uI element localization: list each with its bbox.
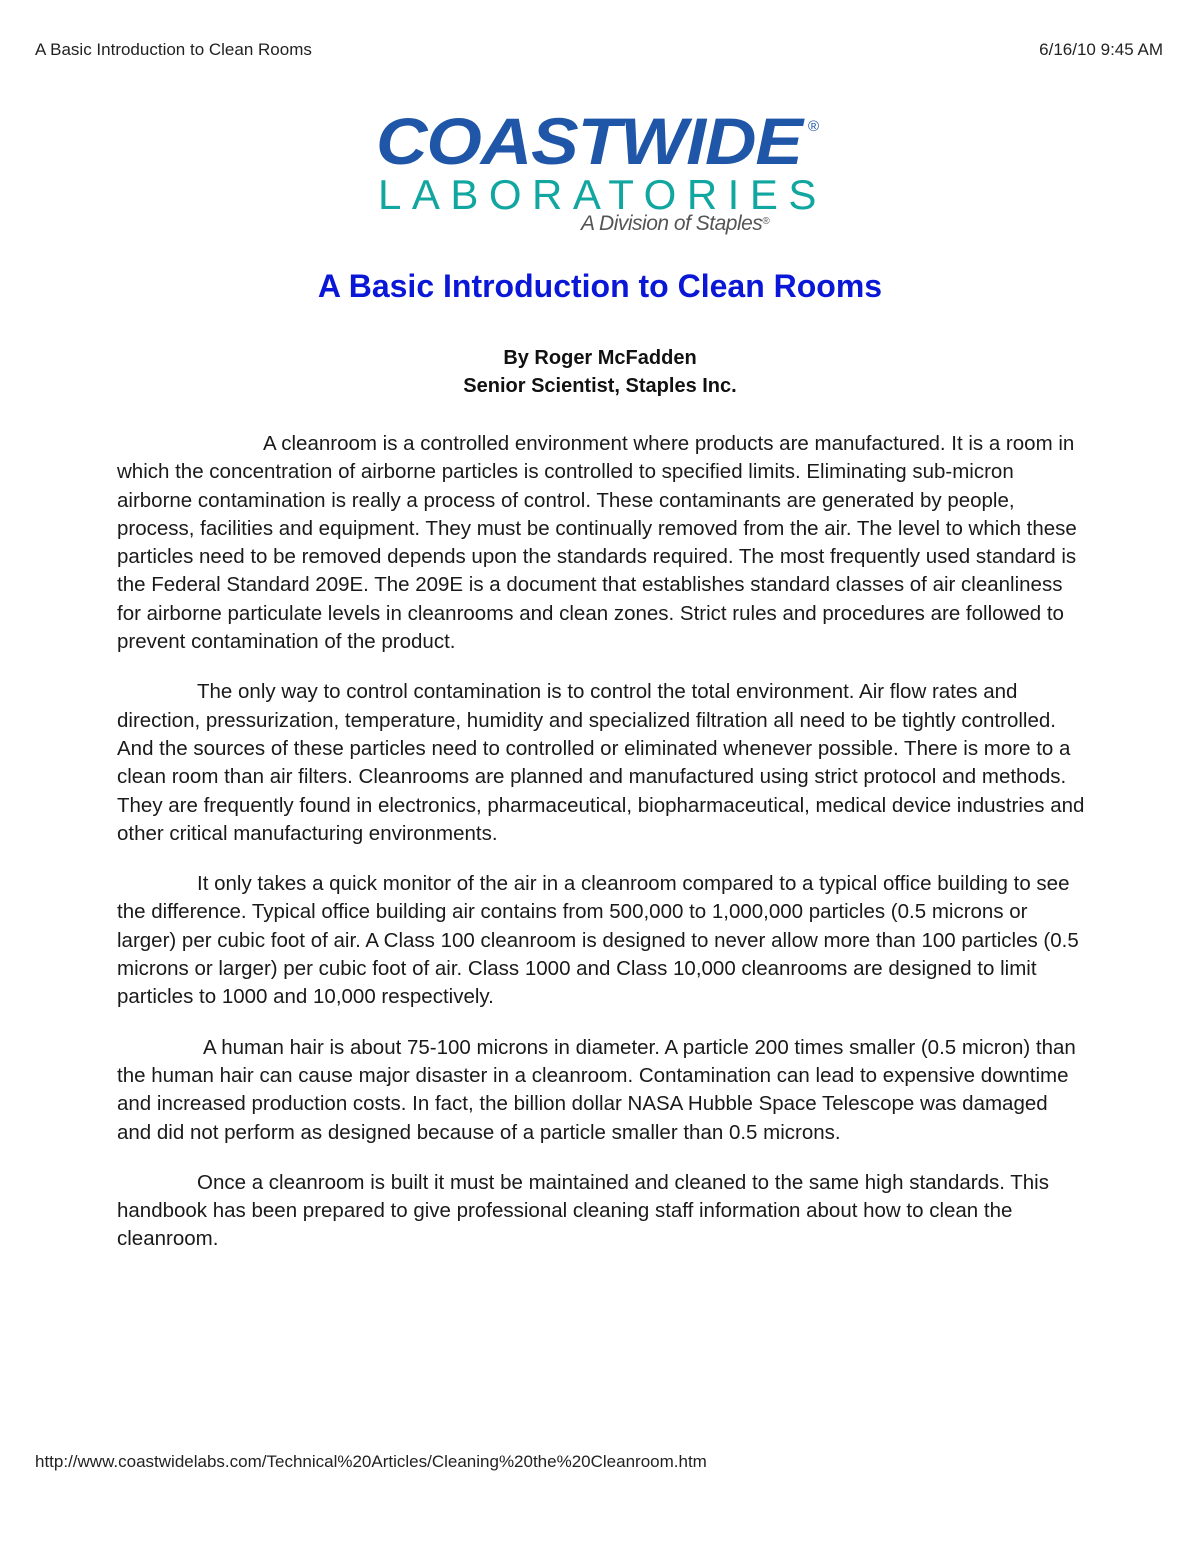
paragraph-3: It only takes a quick monitor of the air in a cleanroom compared to a typical office building to see the difference. Typical office building air contains from 500,000 to 1,000,000 particles (0.5 microns or larger) per cubic foot of air. A Class 100 cleanroom is designed to never allow more than 100 particles (0.5 microns or larger) per cubic foot of air. Class 1000 and Class 10,000 cleanrooms are designed to limit particles to 1000 and 10,000 respectively. [117,872,1079,1009]
paragraph-4: A human hair is about 75-100 microns in diameter. A particle 200 times smaller (0.5 micron) than the human hair can cause major disaster in a cleanroom. Contamination can lead to expensive downtime and increased production costs. In fact, the billion dollar NASA Hubble Space Telescope was damaged and did not perform as designed because of a particle smaller than 0.5 microns. [117,1035,1076,1144]
logo-division [581,212,769,236]
logo-registered-mark: ® [808,118,820,135]
logo-division-registered-mark: ® [762,216,770,227]
byline [0,344,1200,400]
paragraph-2: The only way to control contamination is to control the total environment. Air flow rates and direction, pressurization, temperature, humidity and specialized filtration all need to be tightly controlled. And the sources of these particles need to controlled or eliminated whenever possible. There is more to a clean room than air filters. Cleanrooms are planned and manufactured using strict protocol and methods. They are frequently found in electronics, pharmaceutical, biopharmaceutical, medical device industries and other critical manufacturing environments. [117,680,1085,845]
print-footer-url: http://www.coastwidelabs.com/Technical%20Articles/Cleaning%20the%20Cleanroom.htm [35,1452,707,1471]
author-name: By Roger McFadden [503,347,697,369]
logo-subtitle: LABORATORIES [378,171,827,218]
coastwide-logo [376,104,827,238]
paragraph-1: A cleanroom is a controlled environment where products are manufactured. It is a room in which the concentration of airborne particles is controlled to specified limits. Eliminating sub-micron airborne contamination is really a process of control. These contaminants are generated by people, process, facilities and equipment. They must be continually removed from the air. The level to which these particles need to be removed depends upon the standards required. The most frequently used standard is the Federal Standard 209E. The 209E is a document that establishes standard classes of air cleanliness for airborne particulate levels in cleanrooms and clean zones. Strict rules and procedures are followed to prevent contamination of the product. [117,432,1077,654]
print-header-title: A Basic Introduction to Clean Rooms [35,40,312,59]
logo-division-text: A Division of Staples [581,212,763,235]
print-header-datetime: 6/16/10 9:45 AM [1039,40,1163,59]
logo-wordmark: COASTWIDE [376,104,802,178]
article-body [117,430,1085,1276]
author-role: Senior Scientist, Staples Inc. [463,375,737,397]
paragraph-5: Once a cleanroom is built it must be maintained and cleaned to the same high standards. This handbook has been prepared to give professional cleaning staff information about how to clean the cleanroom. [117,1170,1049,1251]
article-title: A Basic Introduction to Clean Rooms [317,268,883,304]
